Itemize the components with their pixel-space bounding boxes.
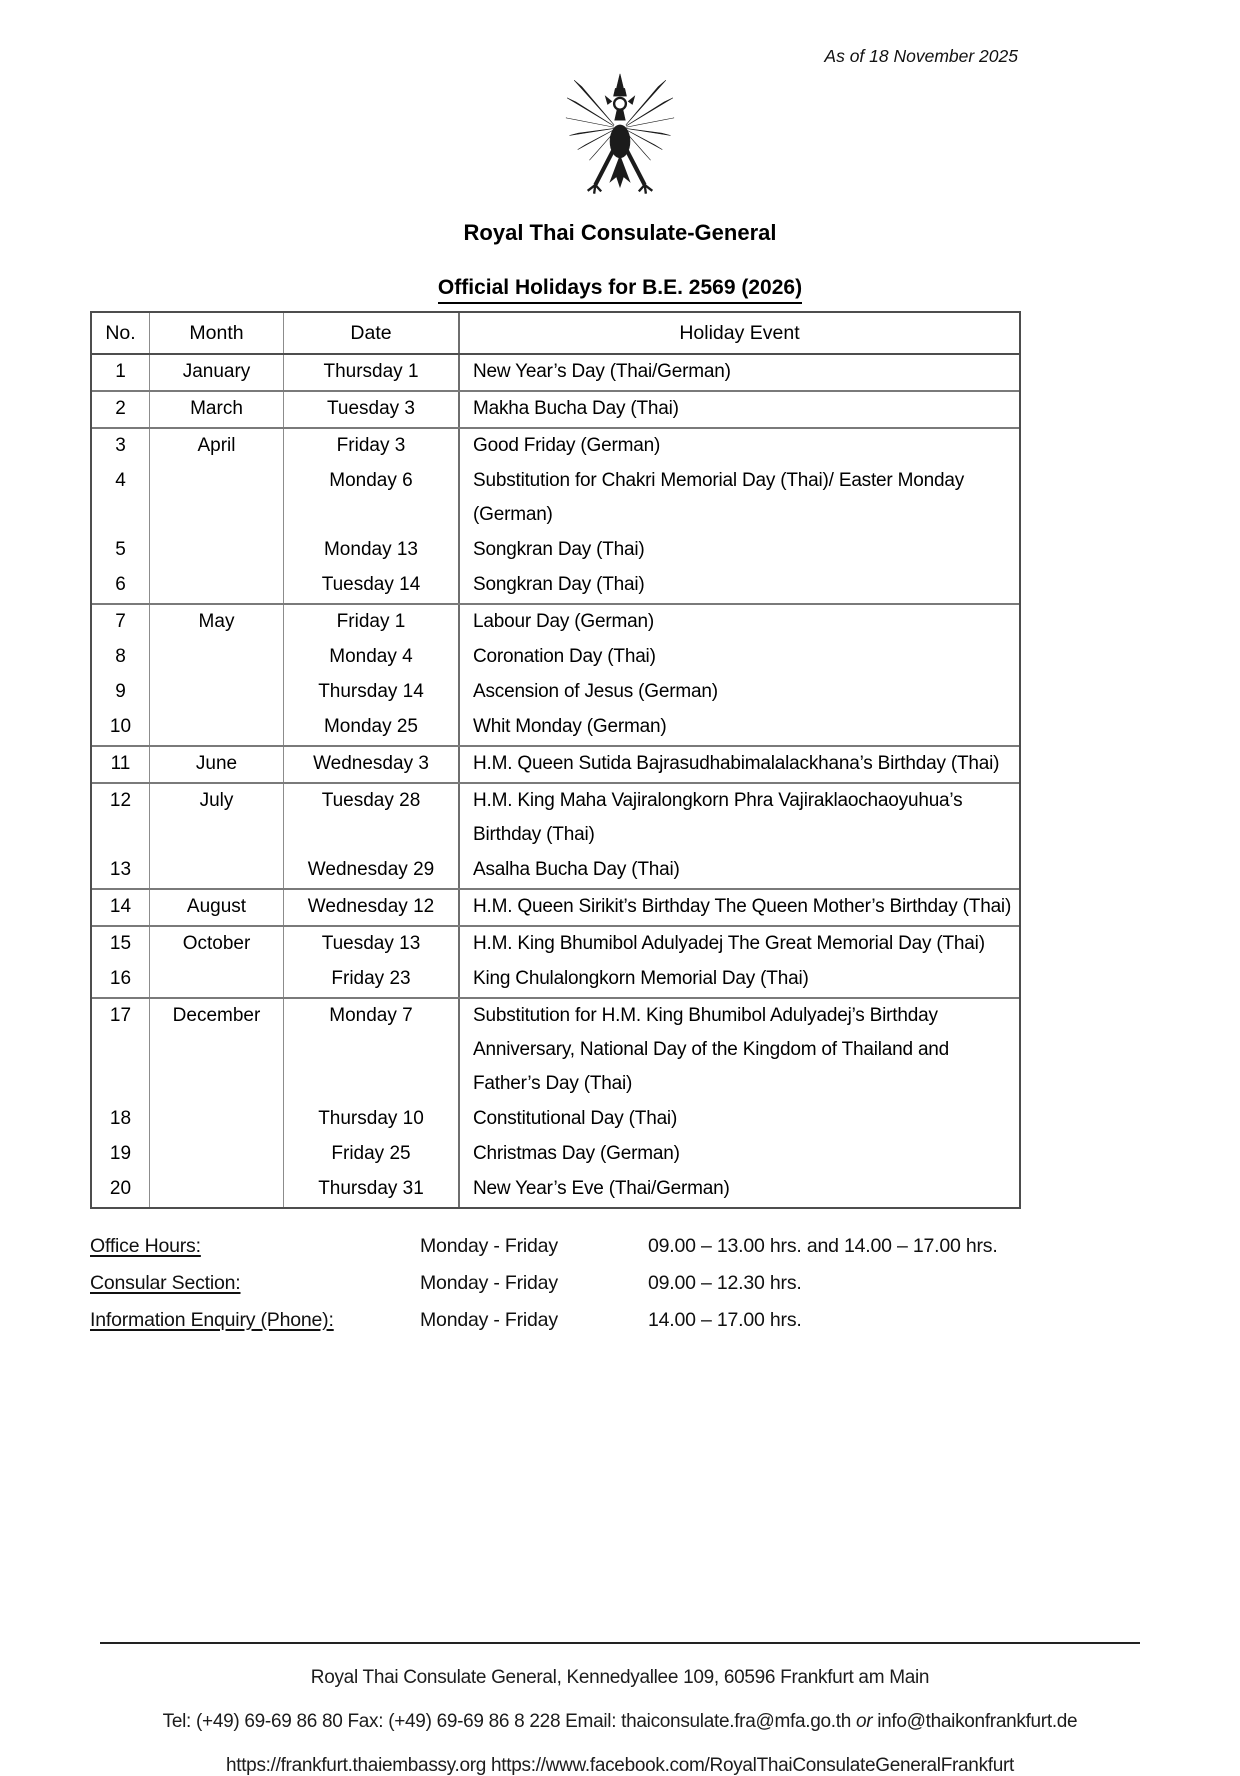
- hours-label: Information Enquiry (Phone):: [90, 1309, 334, 1331]
- cell-month: [150, 675, 284, 710]
- org-title: Royal Thai Consulate-General: [463, 220, 777, 245]
- cell-event: Whit Monday (German): [473, 716, 667, 737]
- cell-date: Thursday 10: [284, 1102, 460, 1137]
- cell-no: 16: [92, 962, 150, 997]
- cell-month: [150, 1137, 284, 1172]
- cell-no: 15: [92, 927, 150, 962]
- cell-event: Good Friday (German): [473, 435, 661, 456]
- footer-links: [0, 1756, 1240, 1776]
- footer-contact-or: or: [855, 1711, 873, 1732]
- hours-row: [90, 1265, 1150, 1302]
- cell-month: [150, 640, 284, 675]
- cell-date: Wednesday 29: [284, 853, 460, 888]
- cell-date: Thursday 31: [284, 1172, 460, 1207]
- footer-contact: [0, 1712, 1240, 1732]
- cell-month: August: [150, 890, 284, 925]
- column-header-event: Holiday Event: [679, 321, 800, 344]
- footer-divider: [100, 1642, 1140, 1644]
- cell-date: Thursday 1: [284, 355, 460, 390]
- cell-date: Monday 6: [284, 464, 460, 533]
- cell-no: 7: [92, 605, 150, 640]
- cell-event: H.M. Queen Sirikit’s Birthday The Queen Mother’s Birthday (Thai): [473, 896, 1012, 917]
- cell-event: Substitution for H.M. King Bhumibol Adulyadej’s Birthday Anniversary, National Day of the Kingdom of Thailand and Father’s Day (Thai): [473, 1005, 950, 1094]
- cell-date: Thursday 14: [284, 675, 460, 710]
- cell-date: Tuesday 28: [284, 784, 460, 853]
- column-header-no: No.: [92, 313, 150, 353]
- footer: [0, 1642, 1240, 1776]
- cell-event: Ascension of Jesus (German): [473, 681, 718, 702]
- hours-row: [90, 1228, 1150, 1265]
- cell-month: June: [150, 747, 284, 782]
- cell-date: Monday 7: [284, 999, 460, 1102]
- cell-date: Friday 1: [284, 605, 460, 640]
- cell-event: H.M. King Bhumibol Adulyadej The Great Memorial Day (Thai): [473, 933, 985, 954]
- cell-event: Songkran Day (Thai): [473, 539, 645, 560]
- table-group: [92, 784, 1019, 890]
- cell-no: 5: [92, 533, 150, 568]
- cell-no: 9: [92, 675, 150, 710]
- cell-no: 8: [92, 640, 150, 675]
- cell-event: Labour Day (German): [473, 611, 654, 632]
- cell-month: January: [150, 355, 284, 390]
- cell-event: Substitution for Chakri Memorial Day (Thai)/ Easter Monday (German): [473, 470, 965, 525]
- cell-no: 13: [92, 853, 150, 888]
- cell-no: 6: [92, 568, 150, 603]
- table-group: [92, 429, 1019, 605]
- cell-event: Asalha Bucha Day (Thai): [473, 859, 680, 880]
- cell-no: 4: [92, 464, 150, 533]
- cell-month: [150, 853, 284, 888]
- cell-date: Tuesday 13: [284, 927, 460, 962]
- cell-date: Friday 23: [284, 962, 460, 997]
- cell-no: 18: [92, 1102, 150, 1137]
- hours-days: Monday - Friday: [420, 1272, 558, 1294]
- cell-month: [150, 710, 284, 745]
- footer-contact-email: info@thaikonfrankfurt.de: [877, 1711, 1078, 1732]
- cell-date: Monday 25: [284, 710, 460, 745]
- garuda-emblem-icon: [561, 72, 679, 224]
- doc-title: Official Holidays for B.E. 2569 (2026): [438, 276, 802, 304]
- cell-no: 11: [92, 747, 150, 782]
- column-header-date: Date: [284, 313, 460, 353]
- cell-event: New Year’s Day (Thai/German): [473, 361, 731, 382]
- cell-event: Makha Bucha Day (Thai): [473, 398, 679, 419]
- hours-label: Office Hours:: [90, 1235, 201, 1257]
- cell-no: 14: [92, 890, 150, 925]
- cell-month: [150, 962, 284, 997]
- facebook-url: https://www.facebook.com/RoyalThaiConsulateGeneralFrankfurt: [491, 1755, 1015, 1776]
- cell-date: Friday 25: [284, 1137, 460, 1172]
- website-url: https://frankfurt.thaiembassy.org: [225, 1755, 487, 1776]
- cell-event: H.M. King Maha Vajiralongkorn Phra Vajiraklaochaoyuhua’s Birthday (Thai): [473, 790, 963, 845]
- cell-date: Tuesday 14: [284, 568, 460, 603]
- hours-days: Monday - Friday: [420, 1309, 558, 1331]
- cell-event: Christmas Day (German): [473, 1143, 680, 1164]
- hours-row: [90, 1302, 1150, 1339]
- column-header-month: Month: [150, 313, 284, 353]
- cell-event: King Chulalongkorn Memorial Day (Thai): [473, 968, 809, 989]
- cell-month: October: [150, 927, 284, 962]
- cell-event: H.M. Queen Sutida Bajrasudhabimalalackhana’s Birthday (Thai): [473, 753, 1000, 774]
- cell-month: April: [150, 429, 284, 464]
- cell-date: Tuesday 3: [284, 392, 460, 427]
- cell-month: March: [150, 392, 284, 427]
- cell-month: [150, 1102, 284, 1137]
- cell-no: 10: [92, 710, 150, 745]
- hours-time: 09.00 – 12.30 hrs.: [648, 1272, 802, 1294]
- cell-month: [150, 533, 284, 568]
- table-group: [92, 747, 1019, 784]
- cell-date: Wednesday 3: [284, 747, 460, 782]
- cell-no: 2: [92, 392, 150, 427]
- cell-month: [150, 464, 284, 533]
- cell-event: Songkran Day (Thai): [473, 574, 645, 595]
- cell-month: July: [150, 784, 284, 853]
- cell-date: Monday 13: [284, 533, 460, 568]
- cell-no: 3: [92, 429, 150, 464]
- cell-no: 19: [92, 1137, 150, 1172]
- cell-no: 17: [92, 999, 150, 1102]
- hours-days: Monday - Friday: [420, 1235, 558, 1257]
- table-group: [92, 392, 1019, 429]
- cell-event: Constitutional Day (Thai): [473, 1108, 678, 1129]
- cell-event: Coronation Day (Thai): [473, 646, 656, 667]
- table-group: [92, 999, 1019, 1207]
- cell-date: Friday 3: [284, 429, 460, 464]
- holiday-table-body: [92, 355, 1019, 1207]
- table-header-row: [92, 313, 1019, 355]
- table-group: [92, 605, 1019, 747]
- table-group: [92, 927, 1019, 999]
- cell-no: 20: [92, 1172, 150, 1207]
- hours-label: Consular Section:: [90, 1272, 241, 1294]
- table-group: [92, 890, 1019, 927]
- hours-time: 14.00 – 17.00 hrs.: [648, 1309, 802, 1331]
- footer-contact-text: Tel: (+49) 69-69 86 80 Fax: (+49) 69-69 86 8 228 Email: thaiconsulate.fra@mfa.go.th: [162, 1711, 851, 1732]
- hours-time: 09.00 – 13.00 hrs. and 14.00 – 17.00 hrs.: [648, 1235, 998, 1257]
- cell-no: 12: [92, 784, 150, 853]
- cell-month: [150, 1172, 284, 1207]
- cell-date: Monday 4: [284, 640, 460, 675]
- cell-month: May: [150, 605, 284, 640]
- footer-address: Royal Thai Consulate General, Kennedyallee 109, 60596 Frankfurt am Main: [310, 1667, 930, 1688]
- cell-no: 1: [92, 355, 150, 390]
- office-hours-section: [90, 1228, 1150, 1339]
- as-of-note: As of 18 November 2025: [824, 46, 1018, 66]
- cell-month: [150, 568, 284, 603]
- cell-date: Wednesday 12: [284, 890, 460, 925]
- cell-month: December: [150, 999, 284, 1102]
- holiday-table: [90, 311, 1021, 1209]
- table-group: [92, 355, 1019, 392]
- cell-event: New Year’s Eve (Thai/German): [473, 1178, 730, 1199]
